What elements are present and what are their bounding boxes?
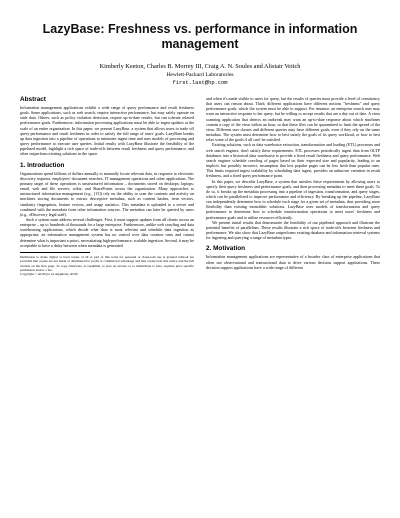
paper-authors: Kimberly Keeton, Charles B. Morrey III, Craig A. N. Soules and Alistair Veitch — [99, 63, 301, 70]
body-paragraph-2: Existing solutions, such as data warehouse extraction, transformation and loading (ETL) processes and web search engines, don't satisfy these requirements. ETL processes periodically ingest data from OLTP databases into a historical data warehouse to provide a fixed result freshness and query performance. Web search engines schedule crawling of pages based on their expected size and popularity, leading to an implicit, but possibly incorrect, assumption that less popular pages can be less fresh than popular ones. This limits required ingest scalability by scheduling data ingest, provides an unknown variation in result freshness, and a fixed query performance point. — [206, 142, 380, 179]
paper-title: LazyBase: Freshness vs. performance in information management — [42, 22, 358, 51]
paper-affiliation: Hewlett-Packard Laboratories — [166, 72, 234, 78]
abstract-text: Information management applications exhibit a wide range of query performance and result freshness goals. Some applications, such as web search, require interactive performance, but may safely operate on stale data. Others, such as policy violation detection, require up-to-date results, but can tolerate relaxed performance goals. Furthermore, information processing applications must be able to ingest updates at the scale of an entire organization. In this paper, we present LazyBase, a system that allows users to trade off query performance and result freshness in order to satisfy the full range of users' goals. LazyBase breaks up data ingestion into a pipeline of operations to minimize ingest time and uses models of processing and query performance to execute user queries. Initial results with LazyBase illustrate the feasibility of the pipelined model, highlight a rich space of trade-offs between result freshness and query performance, and often outperform existing solutions in the space. — [20, 105, 194, 157]
motivation-paragraph-1: Information management applications are representative of a broader class of enterprise applications that often use observational and transactional data to drive various decision support applications. These decision support applications have a wide range of different — [206, 254, 380, 270]
motivation-heading: 2. Motivation — [206, 245, 246, 253]
body-paragraph-4: We present initial results that demonstrate the feasibility of our pipelined approach and illustrate the potential benefits of parallelism. These results illustrate a rich space of trade-offs between freshness and performance. We also show that LazyBase outperforms existing database and information retrieval systems for ingesting and querying a range of metadata types. — [206, 219, 380, 241]
left-column — [20, 96, 194, 276]
permission-footnote: Permission to make digital or hard copies of all or part of this work for personal or classroom use is granted without fee provided that copies are not made or distributed for profit or commercial advantage and that copies bear this notice and the full citation on the first page. To copy otherwise, to republish, to post on servers or to redistribute to lists, requires prior specific permission and/or a fee. — [20, 254, 194, 272]
introduction-paragraph-2: Such a system must address several challenges. First, it must support updates from all clients across an enterprise – up to hundreds of thousands for a large enterprise. Furthermore, unlike web crawling and data warehousing applications, which decide what data is most relevant and schedule data ingestion as appropriate, an information management system has no control over data creation rates and cannot determine what is important a priori, necessitating high-performance, scalable ingestion. Second, it may be acceptable to have a delay between when metadata is generated — [20, 216, 194, 248]
introduction-heading: 1. Introduction — [20, 161, 65, 169]
introduction-paragraph-1: Organizations spend billions of dollars annually to manually locate relevant data, in response to electronic discovery requests, employees' document searches, IT management operations and other applications. The primary target of these operations is unstructured information – documents stored on desktops; laptops; email, web and file servers; wikis; and SharePoints across the organization. Many approaches to unstructured information management (e.g., [13]) rely on the ability to scan the contents and activity on machines storing documents to extract descriptive metadata, such as content hashes, term vectors, similarity fingerprints, feature vectors, and usage statistics. This metadata is uploaded to a server and combined with the metadata from other information sources. The metadata can later be queried by users (e.g., eDiscovery legal staff). — [20, 170, 194, 217]
footnote-divider — [20, 252, 90, 253]
body-paragraph-3: In this paper, we describe LazyBase, a system that satisfies these requirements by allowing users to specify their query freshness and performance goals, and then processing metadata to meet these goals. To do so, it breaks up the metadata processing into a pipeline of ingestion, transformation, and query stages, which can be parallelized to improve performance and efficiency. By breaking up the pipeline, LazyBase can independently determine how to schedule each stage for a given set of metadata, thus providing more flexibility than existing monolithic solutions. LazyBase uses models of transformation and query performance to determine how to schedule transformation operations to meet users' freshness and performance goals and to utilize resources efficiently. — [206, 178, 380, 220]
right-column — [206, 96, 380, 270]
body-paragraph-1: and when it's made visible to users for query, but the results of queries must provide a level of consistency that users can reason about. Third, different applications have different notions "freshness" and query performance goals, which the system must be able to support. For instance, an enterprise search user may want an interactive response to her query, but be willing to accept results that are a day out of date. A virus scanning application that detects an outbreak may want an up-to-date response about which machines contain a copy of the virus within an hour, so that these files can be quarantined to limit the spread of the virus. Different user classes and different queries may have different goals, even if they rely on the same metadata. The system must determine how to best satisfy the goals of its query workload, or how to best relax some of the goals if all can't be satisfied. — [206, 96, 380, 143]
copyright-notice: Copyright © ACM [to be supplied]...$5.00 — [20, 272, 78, 277]
paper-email: first.last@hp.com — [172, 80, 228, 86]
abstract-heading: Abstract — [20, 96, 46, 103]
